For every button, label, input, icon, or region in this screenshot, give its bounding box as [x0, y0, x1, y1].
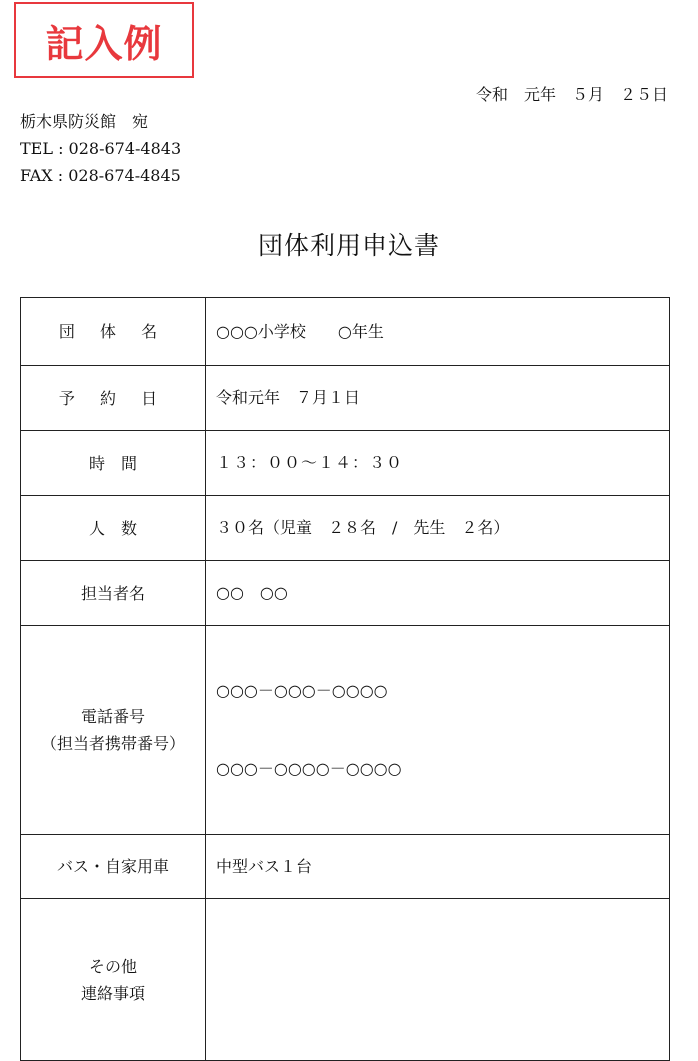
addressee-tel: TEL : 028-674-4843	[20, 139, 182, 158]
headcount-value: ３０名（児童 ２８名 / 先生 ２名）	[206, 496, 670, 561]
other-notes-label: その他	[88, 956, 137, 976]
addressee-name: 栃木県防災館 宛	[20, 112, 149, 131]
time-value: １３：００～１４：３０	[206, 431, 670, 496]
vehicle-value: 中型バス１台	[206, 835, 670, 899]
addressee-block	[20, 108, 181, 189]
contact-person-value: ○○ ○○	[206, 561, 670, 626]
form-row-headcount	[21, 496, 670, 561]
headcount-label: 人 数	[21, 496, 206, 561]
contact-person-label: 担当者名	[21, 561, 206, 626]
other-notes-value	[206, 899, 670, 1061]
phone-value-cell	[206, 626, 670, 835]
application-date: 令和 元年 ５月 ２５日	[475, 85, 668, 104]
group-name-label: 団 体 名	[21, 298, 206, 366]
phone-label-sub: （担当者携帯番号）	[40, 734, 185, 753]
form-row-phone	[21, 626, 670, 835]
sample-stamp-text: 記入例	[45, 20, 163, 66]
other-notes-label-sub: 連絡事項	[80, 983, 145, 1003]
form-row-group-name	[21, 298, 670, 366]
vehicle-label: バス・自家用車	[21, 835, 206, 899]
mobile-phone-value: ○○○－○○○○－○○○○	[216, 759, 402, 778]
form-row-reservation-date	[21, 366, 670, 431]
phone-label-cell	[21, 626, 206, 835]
application-form-table	[20, 297, 670, 1061]
form-row-other-notes	[21, 899, 670, 1061]
form-row-time	[21, 431, 670, 496]
time-label: 時 間	[21, 431, 206, 496]
other-notes-label-cell	[21, 899, 206, 1061]
form-row-contact-person	[21, 561, 670, 626]
document-title: 団体利用申込書	[257, 231, 440, 260]
sample-stamp	[14, 2, 194, 78]
addressee-fax: FAX : 028-674-4845	[20, 166, 181, 185]
phone-label: 電話番号	[80, 707, 145, 726]
form-row-vehicle	[21, 835, 670, 899]
reservation-date-value: 令和元年 ７月１日	[206, 366, 670, 431]
group-name-value: ○○○小学校 ○年生	[206, 298, 670, 366]
reservation-date-label: 予 約 日	[21, 366, 206, 431]
phone-value: ○○○－○○○－○○○○	[216, 681, 388, 700]
